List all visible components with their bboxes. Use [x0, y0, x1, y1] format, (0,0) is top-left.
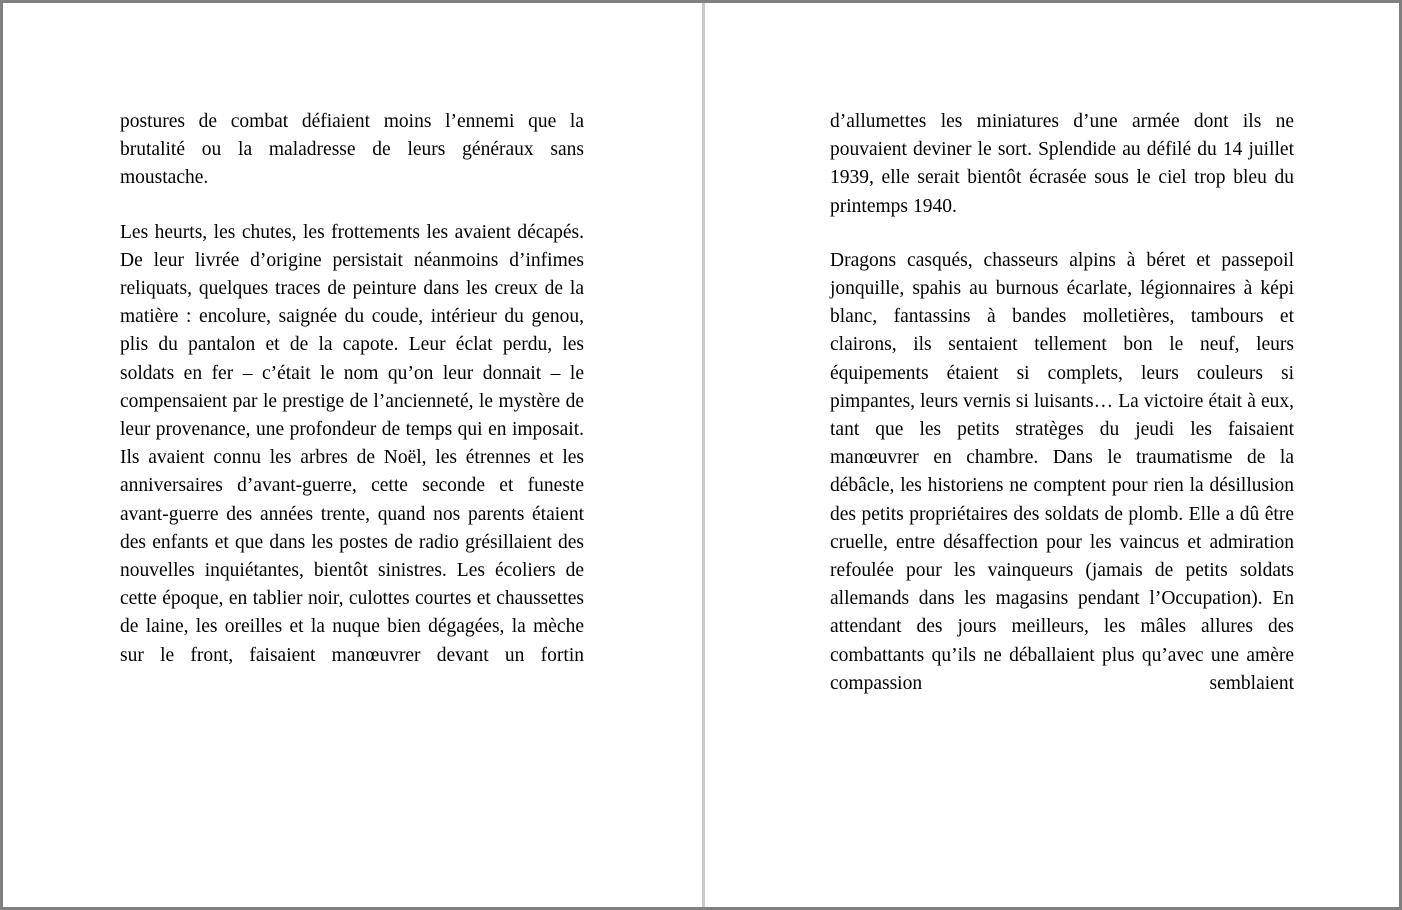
left-paragraph-1: postures de combat défiaient moins l’ennemi que la brutalité ou la maladresse de leurs généraux sans moustache.: [120, 111, 584, 189]
right-paragraph-2: Dragons casqués, chasseurs alpins à béret et passepoil jonquille, spahis au burnous écarlate, légionnaires à képi blanc, fantassins à bandes molletières, tambours et clairons, ils sentaient tellement bon le neuf, leurs équipements étaient si complets, leurs couleurs si pimpantes, leurs vernis si luisants… La victoire était à eux, tant que les petits stratèges du jeudi les faisaient manœuvrer en chambre. Dans le traumatisme de la débâcle, les historiens ne comptent pour rien la désillusion des petits propriétaires des soldats de plomb. Elle a dû être cruelle, entre désaffection pour les vaincus et admiration refoulée pour les vainqueurs (jamais de petits soldats allemands dans les magasins pendant l’Occupation). En attendant des jours meilleurs, les mâles allures des combattants qu’ils ne déballaient plus qu’avec une amère compassion semblaient: [830, 249, 1294, 694]
left-page: [3, 3, 702, 910]
right-paragraph-1: d’allumettes les miniatures d’une armée dont ils ne pouvaient deviner le sort. Splendide au défilé du 14 juillet 1939, elle serait bientôt écrasée sous le ciel trop bleu du printemps 1940.: [830, 111, 1294, 217]
right-page-text-column: [830, 108, 1294, 726]
left-page-text-column: [120, 108, 584, 698]
right-page: [705, 3, 1402, 910]
left-paragraph-2: Les heurts, les chutes, les frottements les avaient décapés. De leur livrée d’origine persistait néanmoins d’infimes reliquats, quelques traces de peinture dans les creux de la matière : encolure, saignée du coude, intérieur du genou, plis du pantalon et de la capote. Leur éclat perdu, les soldats en fer – c’était le nom qu’on leur donnait – le compensaient par le prestige de l’ancienneté, le mystère de leur provenance, une profondeur de temps qui en imposait. Ils avaient connu les arbres de Noël, les étrennes et les anniversaires d’avant-guerre, cette seconde et funeste avant-guerre des années trente, quand nos parents étaient des enfants et que dans les postes de radio grésillaient des nouvelles inquiétantes, bientôt sinistres. Les écoliers de cette époque, en tablier noir, culottes courtes et chaussettes de laine, les oreilles et la nuque bien dégagées, la mèche sur le front, faisaient manœuvrer devant un fortin: [120, 221, 584, 666]
